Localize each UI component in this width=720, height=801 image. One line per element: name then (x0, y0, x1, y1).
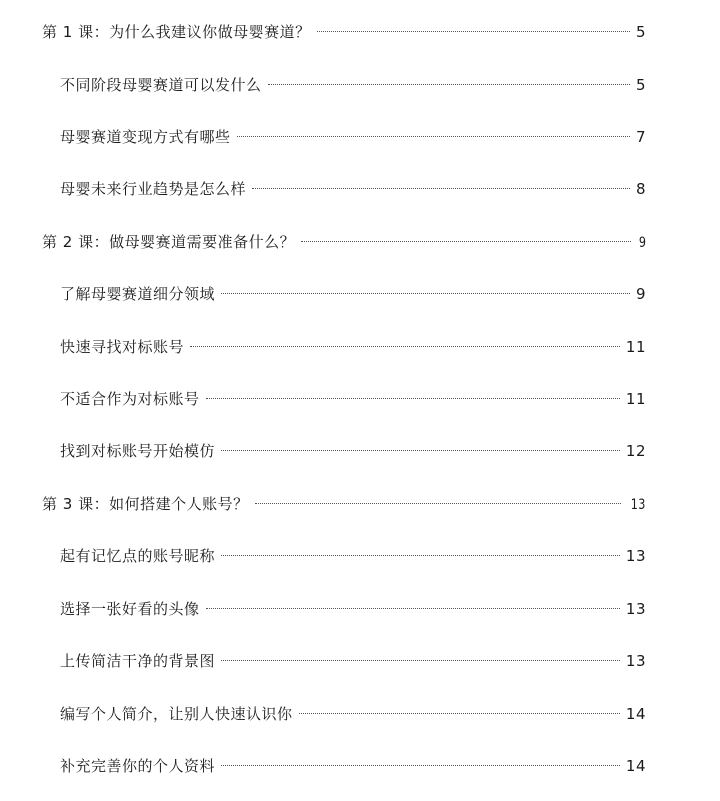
toc-dot-leader (221, 293, 630, 294)
toc-dot-leader (221, 765, 620, 766)
toc-entry-section[interactable] (60, 597, 646, 621)
toc-entry-section[interactable] (60, 702, 646, 726)
toc-entry-title: 不同阶段母婴赛道可以发什么 (60, 76, 262, 94)
toc-entry-title: 起有记忆点的账号昵称 (60, 547, 216, 565)
toc-entry-section[interactable] (60, 544, 646, 568)
toc-page-number: 9 (638, 235, 646, 251)
toc-page-number: 13 (625, 600, 646, 618)
toc-entry-title: 第 2 课：做母婴赛道需要准备什么？ (42, 233, 296, 251)
toc-dot-leader (255, 503, 622, 504)
toc-entry-title: 了解母婴赛道细分领域 (60, 285, 216, 303)
toc-dot-leader (221, 660, 620, 661)
toc-page-number: 11 (625, 338, 646, 356)
toc-entry-title: 补充完善你的个人资料 (60, 757, 216, 775)
toc-page-number: 13 (630, 497, 646, 513)
toc-dot-leader (252, 188, 630, 189)
toc-dot-leader (206, 398, 620, 399)
toc-entry-section[interactable] (60, 649, 646, 673)
toc-dot-leader (221, 450, 620, 451)
toc-entry-title: 母婴赛道变现方式有哪些 (60, 128, 231, 146)
toc-dot-leader (299, 713, 620, 714)
toc-dot-leader (317, 31, 630, 32)
toc-entry-title: 快速寻找对标账号 (60, 338, 185, 356)
toc-dot-leader (206, 608, 620, 609)
toc-entry-title: 第 3 课：如何搭建个人账号？ (42, 495, 249, 513)
toc-entry-title: 找到对标账号开始模仿 (60, 442, 216, 460)
toc-entry-lesson-1[interactable] (42, 20, 646, 44)
toc-dot-leader (268, 84, 630, 85)
toc-entry-title: 编写个人简介，让别人快速认识你 (60, 705, 293, 723)
toc-page-number: 13 (625, 547, 646, 565)
toc-page-number: 14 (625, 757, 646, 775)
toc-entry-section[interactable] (60, 282, 646, 306)
toc-entry-section[interactable] (60, 125, 646, 149)
toc-page-number: 13 (625, 652, 646, 670)
toc-entry-title: 母婴未来行业趋势是怎么样 (60, 180, 247, 198)
toc-page-number: 14 (625, 705, 646, 723)
toc-page-number: 11 (625, 390, 646, 408)
toc-page-number: 9 (635, 285, 646, 303)
toc-entry-section[interactable] (60, 177, 646, 201)
toc-dot-leader (221, 555, 620, 556)
toc-dot-leader (190, 346, 620, 347)
toc-page-number: 5 (635, 23, 646, 41)
toc-entry-section[interactable] (60, 387, 646, 411)
toc-page-number: 12 (625, 442, 646, 460)
toc-dot-leader (237, 136, 630, 137)
toc-entry-section[interactable] (60, 73, 646, 97)
toc-entry-section[interactable] (60, 439, 646, 463)
toc-page-number: 8 (635, 180, 646, 198)
toc-dot-leader (301, 241, 630, 242)
toc-page-number: 5 (635, 76, 646, 94)
toc-entry-lesson-2[interactable] (42, 230, 646, 254)
toc-entry-section[interactable] (60, 335, 646, 359)
toc-page-number: 7 (635, 128, 646, 146)
toc-entry-title: 选择一张好看的头像 (60, 600, 200, 618)
toc-entry-lesson-3[interactable] (42, 492, 646, 516)
toc-entry-section[interactable] (60, 754, 646, 778)
toc-entry-title: 不适合作为对标账号 (60, 390, 200, 408)
toc-entry-title: 第 1 课：为什么我建议你做母婴赛道？ (42, 23, 311, 41)
toc-entry-title: 上传简洁干净的背景图 (60, 652, 216, 670)
